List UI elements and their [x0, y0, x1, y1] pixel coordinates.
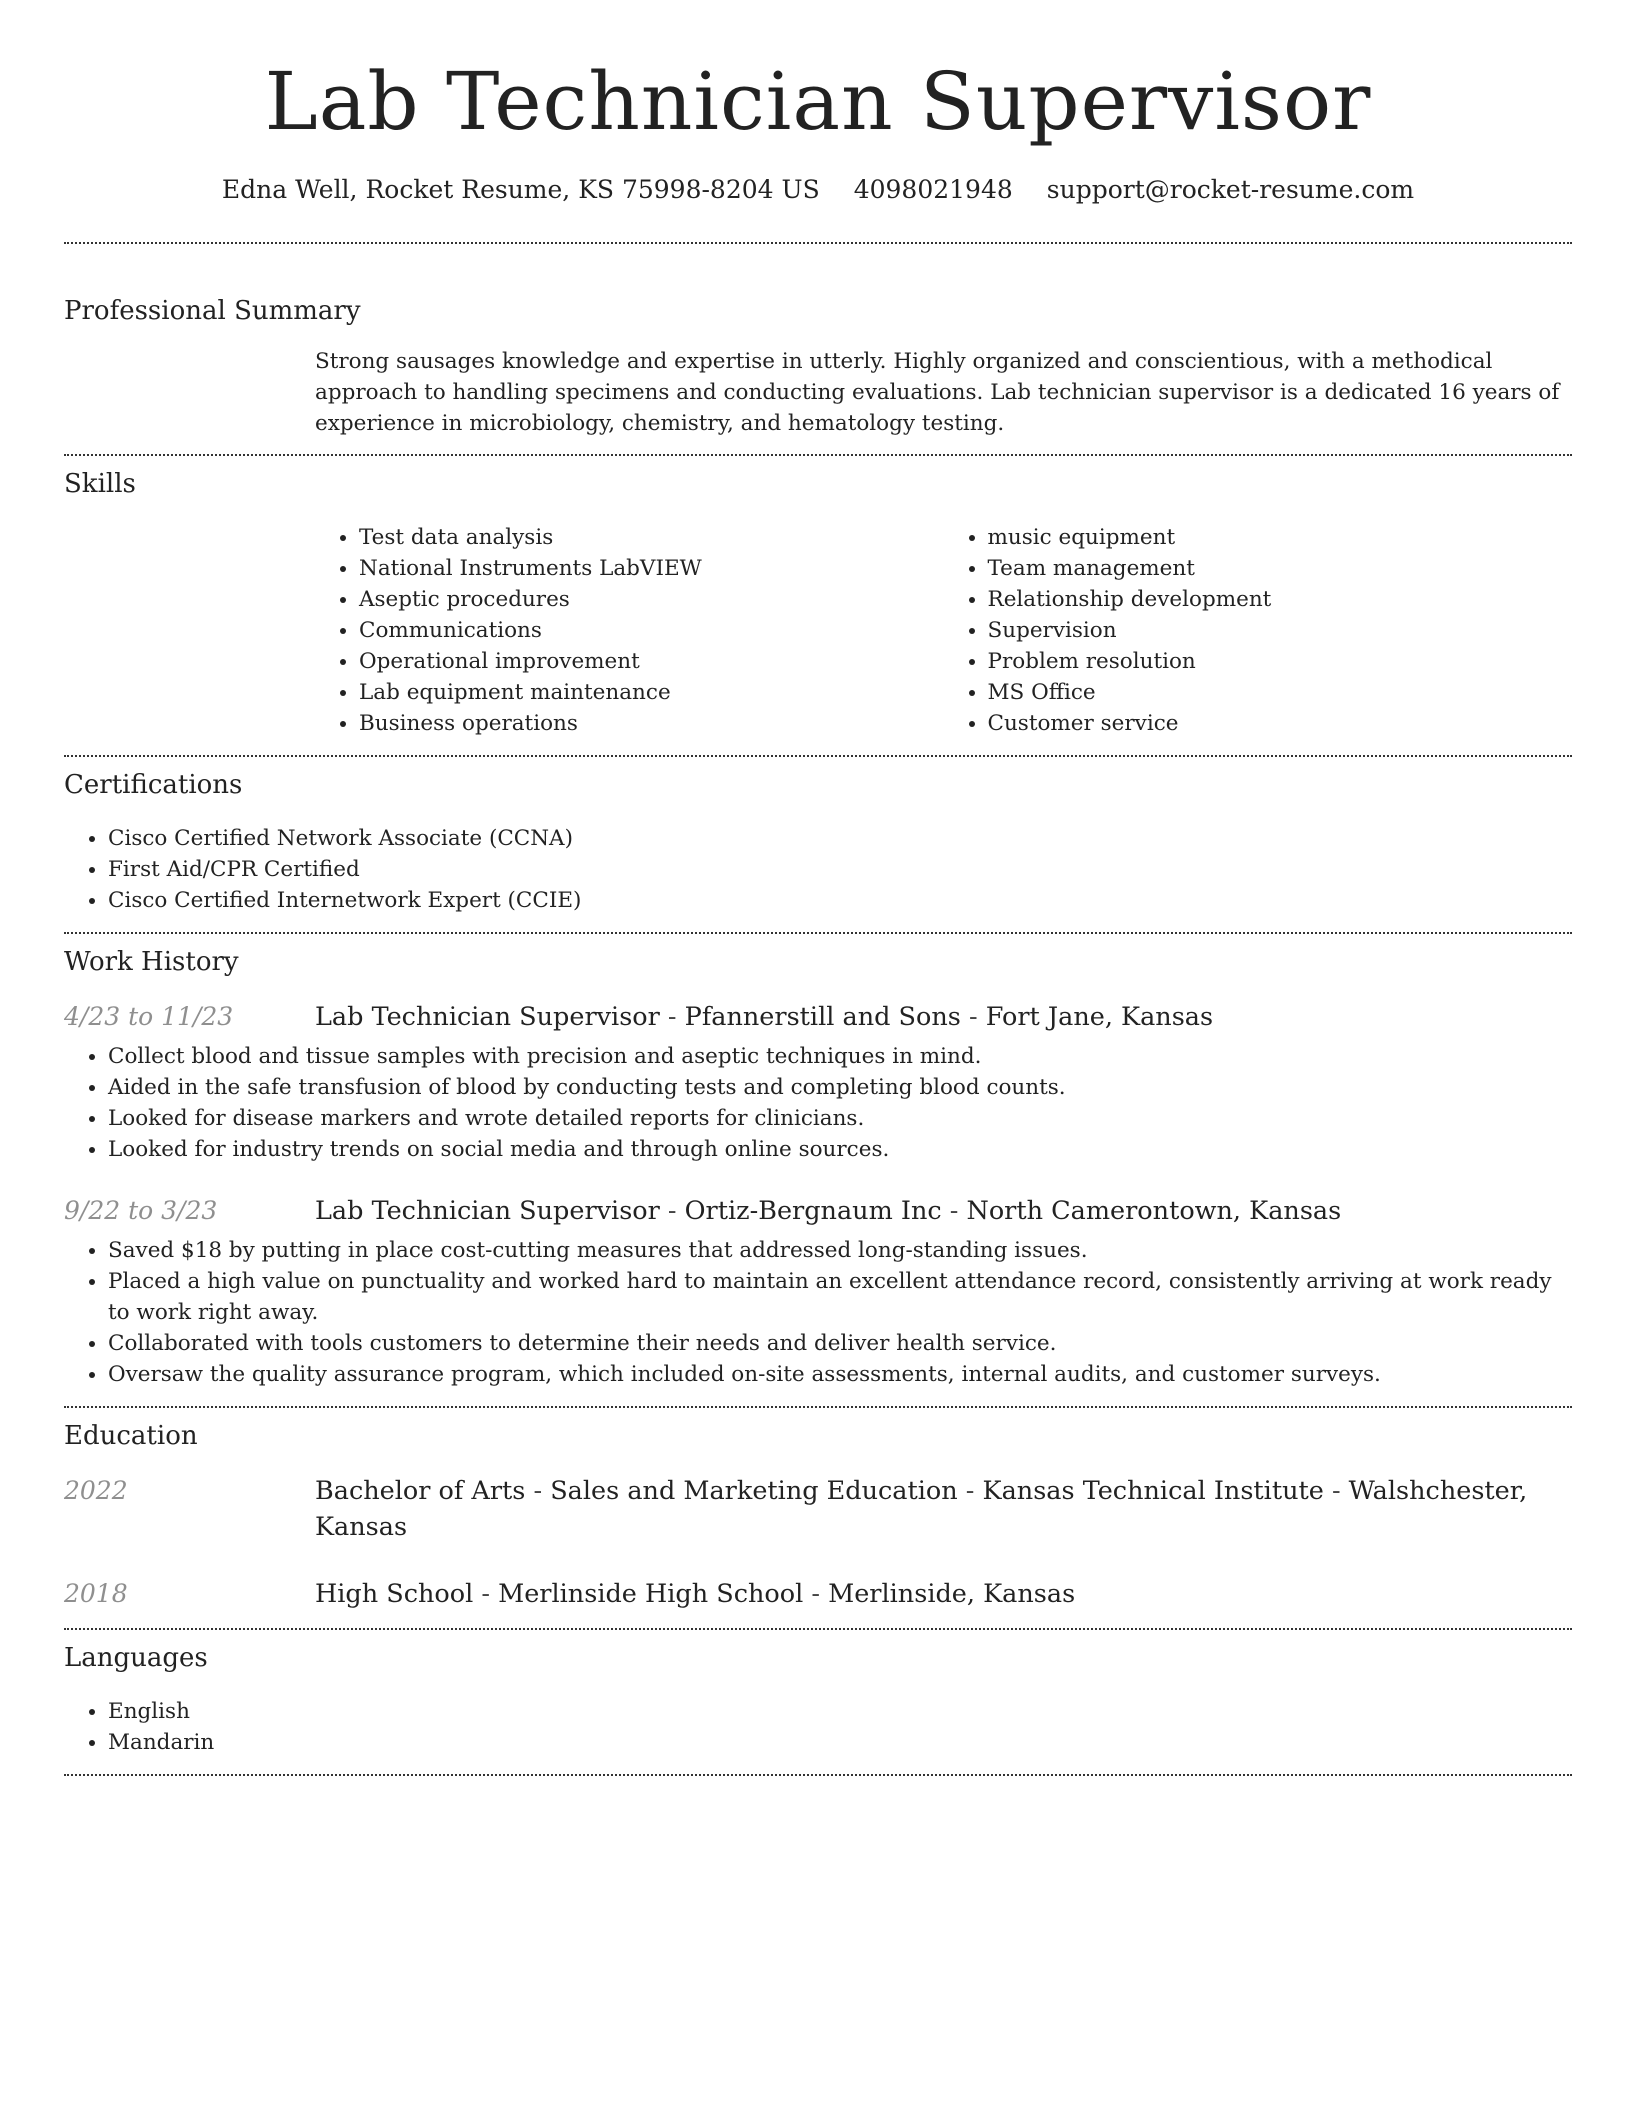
job-location: North Camerontown, Kansas: [966, 1196, 1342, 1226]
separator: -: [941, 1196, 967, 1226]
job-entry: [64, 999, 1572, 1165]
list-item: • Cisco Certified Internetwork Expert (CCIE): [108, 885, 1572, 916]
section-title-certifications: Certifications: [64, 770, 243, 800]
certifications-section: [64, 768, 1572, 916]
separator: -: [659, 1002, 685, 1032]
summary-text: Strong sausages knowledge and expertise in utterly. Highly organized and conscientious, with a methodical approach to handling specimens and conducting evaluations. Lab technician supervisor is a dedicated 16 years of experience in microbiology, chemistry, and hematology testing.: [315, 349, 1560, 436]
education-school: Kansas Technical Institute: [982, 1476, 1324, 1506]
education-heading: [315, 1576, 1075, 1612]
list-item: • Supervision: [988, 615, 1573, 646]
list-item: • Oversaw the quality assurance program, which included on-site assessments, internal audits, and customer surveys.: [108, 1359, 1572, 1390]
job-company: Pfannerstill and Sons: [684, 1002, 961, 1032]
separator: -: [960, 1002, 986, 1032]
list-item: • Looked for industry trends on social media and through online sources.: [108, 1134, 1572, 1165]
section-divider: [64, 454, 1572, 456]
skills-list-left: [315, 522, 944, 739]
job-location: Fort Jane, Kansas: [985, 1002, 1214, 1032]
education-entry: [64, 1473, 1572, 1545]
section-title-work: Work History: [64, 947, 239, 977]
job-dates: 4/23 to 11/23: [64, 1002, 234, 1031]
list-item: • Aseptic procedures: [359, 584, 944, 615]
list-item: • music equipment: [988, 522, 1573, 553]
education-heading: [315, 1473, 1572, 1545]
list-item: • MS Office: [988, 677, 1573, 708]
job-role: Lab Technician Supervisor: [315, 1196, 660, 1226]
job-company: Ortiz-Bergnaum Inc: [684, 1196, 942, 1226]
resume-page: [64, 0, 1572, 1776]
languages-section: [64, 1641, 1572, 1758]
list-item: • Placed a high value on punctuality and worked hard to maintain an excellent attendance record, consistently arriving at work ready to work right away.: [108, 1266, 1572, 1328]
languages-list: [64, 1696, 1572, 1758]
skills-list-right: [944, 522, 1573, 739]
section-title-education: Education: [64, 1421, 198, 1451]
education-location: Merlinside, Kansas: [828, 1579, 1076, 1609]
job-dates: 9/22 to 3/23: [64, 1196, 218, 1225]
list-item: • First Aid/CPR Certified: [108, 854, 1572, 885]
section-divider: [64, 1774, 1572, 1776]
separator: -: [1323, 1476, 1349, 1506]
job-header: [64, 1193, 1572, 1229]
list-item: • Customer service: [988, 708, 1573, 739]
separator: -: [525, 1476, 551, 1506]
education-degree: High School: [315, 1579, 474, 1609]
section-divider: [64, 1406, 1572, 1408]
skills-columns: [315, 522, 1572, 739]
contact-phone: 4098021948: [853, 175, 1013, 204]
separator: -: [473, 1579, 499, 1609]
job-bullets: [64, 1041, 1572, 1165]
education-section: [64, 1419, 1572, 1612]
list-item: • Problem resolution: [988, 646, 1573, 677]
list-item: • Team management: [988, 553, 1573, 584]
education-field: Sales and Marketing Education: [550, 1476, 958, 1506]
section-divider: [64, 242, 1572, 244]
list-item: • Saved $18 by putting in place cost-cutting measures that addressed long-standing issues.: [108, 1235, 1572, 1266]
section-title-summary: Professional Summary: [64, 296, 361, 326]
certifications-list: [64, 823, 1572, 916]
job-bullets: [64, 1235, 1572, 1390]
job-entry: [64, 1193, 1572, 1390]
education-school: Merlinside High School: [498, 1579, 804, 1609]
list-item: • National Instruments LabVIEW: [359, 553, 944, 584]
list-item: • Cisco Certified Network Associate (CCNA): [108, 823, 1572, 854]
list-item: • Collaborated with tools customers to determine their needs and deliver health service.: [108, 1328, 1572, 1359]
contact-address: Edna Well, Rocket Resume, KS 75998-8204 US: [221, 175, 820, 204]
education-location: Walshchester, Kansas: [315, 1476, 1528, 1542]
separator: -: [659, 1196, 685, 1226]
section-divider: [64, 1628, 1572, 1630]
list-item: • Relationship development: [988, 584, 1573, 615]
list-item: • Communications: [359, 615, 944, 646]
separator: -: [803, 1579, 829, 1609]
job-role: Lab Technician Supervisor: [315, 1002, 660, 1032]
list-item: • Lab equipment maintenance: [359, 677, 944, 708]
education-year: 2022: [64, 1476, 128, 1505]
list-item: • English: [108, 1696, 1572, 1727]
list-item: • Collect blood and tissue samples with precision and aseptic techniques in mind.: [108, 1041, 1572, 1072]
job-heading: [315, 1193, 1341, 1229]
education-degree: Bachelor of Arts: [315, 1476, 526, 1506]
list-item: • Mandarin: [108, 1727, 1572, 1758]
list-item: • Looked for disease markers and wrote detailed reports for clinicians.: [108, 1103, 1572, 1134]
section-title-skills: Skills: [64, 469, 136, 499]
contact-line: [64, 172, 1572, 208]
list-item: • Operational improvement: [359, 646, 944, 677]
job-heading: [315, 999, 1213, 1035]
list-item: • Test data analysis: [359, 522, 944, 553]
summary-section: [64, 294, 1572, 439]
section-divider: [64, 755, 1572, 757]
list-item: • Business operations: [359, 708, 944, 739]
resume-title: Lab Technician Supervisor: [264, 55, 1372, 148]
section-title-languages: Languages: [64, 1643, 208, 1673]
skills-section: [64, 467, 1572, 739]
education-entry: [64, 1576, 1572, 1612]
education-year: 2018: [64, 1579, 128, 1608]
section-divider: [64, 932, 1572, 934]
list-item: • Aided in the safe transfusion of blood by conducting tests and completing blood counts.: [108, 1072, 1572, 1103]
contact-email: support@rocket-resume.com: [1046, 175, 1415, 204]
separator: -: [957, 1476, 983, 1506]
job-header: [64, 999, 1572, 1035]
work-section: [64, 945, 1572, 1390]
